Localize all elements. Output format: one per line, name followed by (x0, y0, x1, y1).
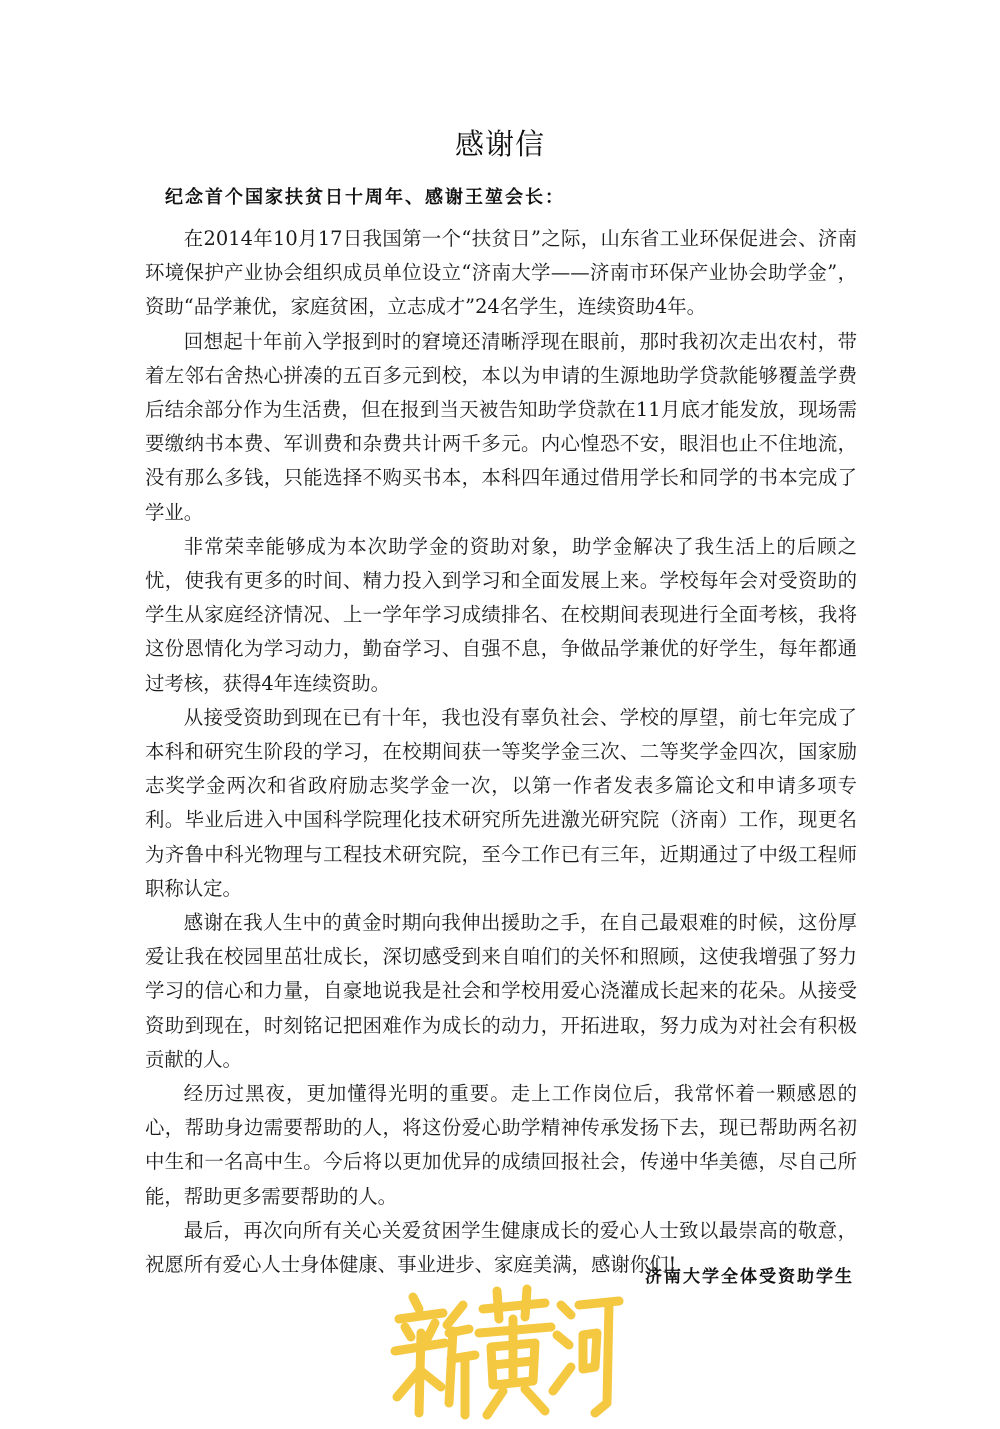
paragraph: 从接受资助到现在已有十年，我也没有辜负社会、学校的厚望，前七年完成了本科和研究生阶段的学习，在校期间获一等奖学金三次、二等奖学金四次，国家励志奖学金两次和省政府励志奖学金一次，以第一作者发表多篇论文和申请多项专利。毕业后进入中国科学院理化技术研究所先进激光研究院（济南）工作，现更名为齐鲁中科光物理与工程技术研究院，至今工作已有三年，近期通过了中级工程师职称认定。 (145, 705, 857, 900)
watermark-text (385, 1275, 433, 1279)
letter-salutation: 纪念首个国家扶贫日十周年、感谢王堃会长： (165, 187, 565, 208)
letter-title: 感谢信 (454, 127, 545, 161)
paragraph: 最后，再次向所有关心关爱贫困学生健康成长的爱心人士致以最崇高的敬意，祝愿所有爱心人士身体健康、事业进步、家庭美满，感谢你们! (145, 1218, 857, 1277)
watermark-logo (385, 1275, 625, 1425)
paragraph: 回想起十年前入学报到时的窘境还清晰浮现在眼前，那时我初次走出农村，带着左邻右舍热心拼凑的五百多元到校，本以为申请的生源地助学贷款能够覆盖学费后结余部分作为生活费，但在报到当天被告知助学贷款在11月底才能发放，现场需要缴纳书本费、军训费和杂费共计两千多元。内心惶恐不安，眼泪也止不住地流，没有那么多钱，只能选择不购买书本，本科四年通过借用学长和同学的书本完成了学业。 (145, 329, 857, 524)
paragraph: 非常荣幸能够成为本次助学金的资助对象，助学金解决了我生活上的后顾之忧，使我有更多的时间、精力投入到学习和全面发展上来。学校每年会对受资助的学生从家庭经济情况、上一学年学习成绩排名、在校期间表现进行全面考核，我将这份恩情化为学习动力，勤奋学习、自强不息，争做品学兼优的好学生，每年都通过考核，获得4年连续资助。 (145, 534, 857, 695)
paragraph: 在2014年10月17日我国第一个“扶贫日”之际，山东省工业环保促进会、济南环境保护产业协会组织成员单位设立“济南大学——济南市环保产业协会助学金”，资助“品学兼优，家庭贫困，立志成才”24名学生，连续资助4年。 (145, 227, 857, 319)
letter-signature: 济南大学全体受资助学生 (645, 1267, 854, 1287)
xinhuanghe-logo-icon (385, 1275, 625, 1425)
paragraph: 经历过黑夜，更加懂得光明的重要。走上工作岗位后，我常怀着一颗感恩的心，帮助身边需要帮助的人，将这份爱心助学精神传承发扬下去，现已帮助两名初中生和一名高中生。今后将以更加优异的成绩回报社会，传递中华美德，尽自己所能，帮助更多需要帮助的人。 (145, 1082, 857, 1208)
paragraph: 感谢在我人生中的黄金时期向我伸出援助之手，在自己最艰难的时候，这份厚爱让我在校园里茁壮成长，深切感受到来自咱们的关怀和照顾，这使我增强了努力学习的信心和力量，自豪地说我是社会和学校用爱心浇灌成长起来的花朵。从接受资助到现在，时刻铭记把困难作为成长的动力，开拓进取，努力成为对社会有积极贡献的人。 (145, 911, 857, 1071)
letter-body (145, 222, 857, 1282)
